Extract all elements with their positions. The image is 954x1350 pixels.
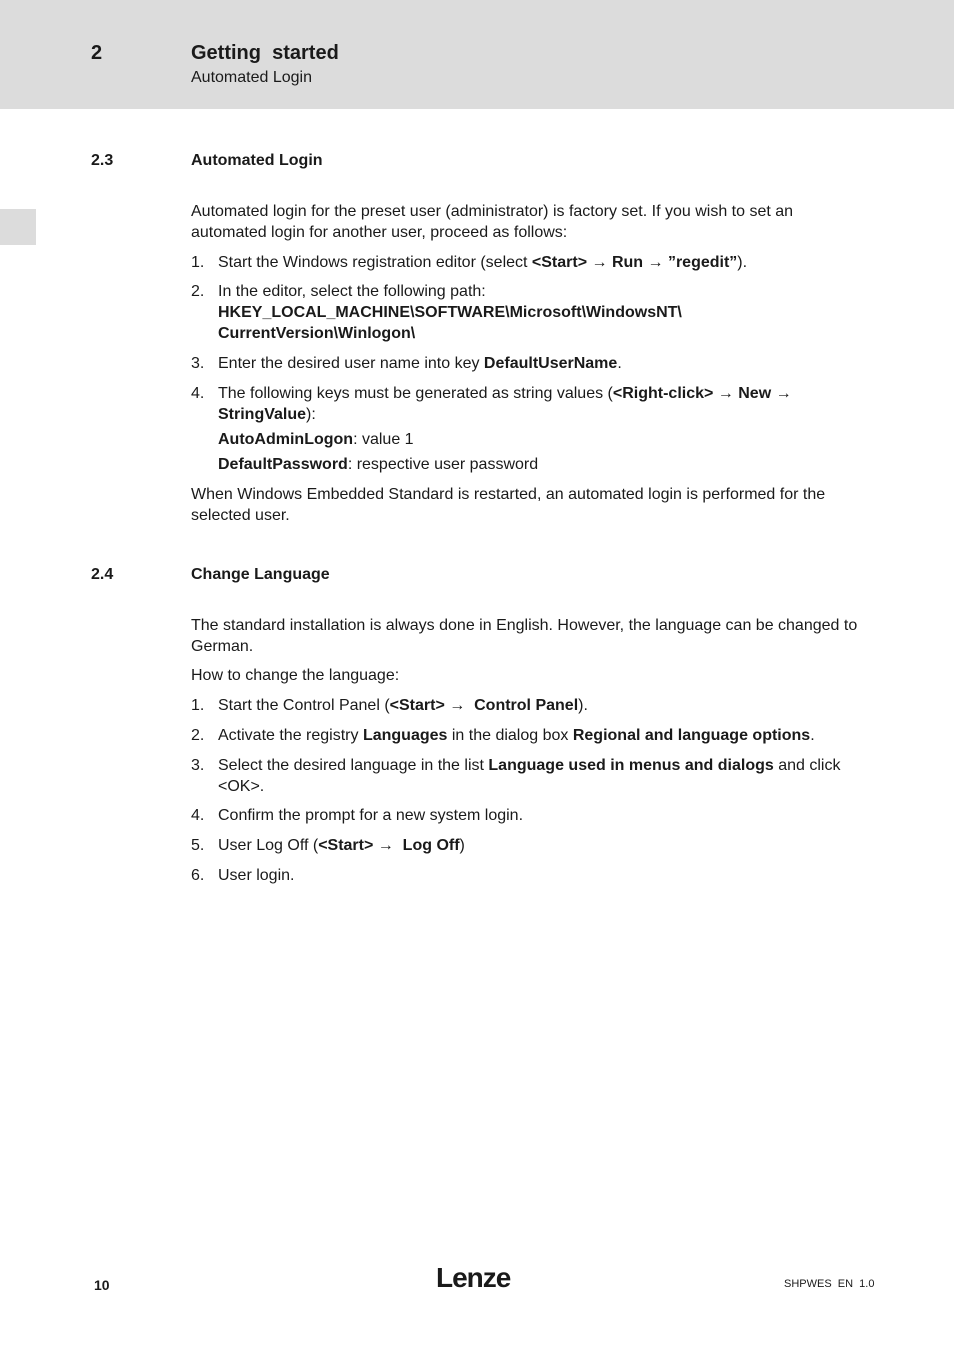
paragraph: When Windows Embedded Standard is restarted, an automated login is performed for the selected user. [191, 486, 826, 524]
step-text: and click <OK>. [218, 757, 841, 795]
list-item [191, 725, 866, 746]
section-number: 2.4 [91, 566, 114, 583]
chapter-title: Getting started [191, 42, 339, 64]
list-number: 6. [191, 867, 205, 884]
list-number: 2. [191, 727, 205, 744]
step-key: New [738, 385, 772, 402]
step-key: ”regedit” [667, 254, 738, 271]
chapter-side-tab [0, 209, 36, 245]
step-text: Confirm the prompt for a new system login. [218, 807, 524, 824]
step-key: Languages [362, 727, 448, 744]
list-item [191, 865, 866, 886]
key-value: : value 1 [353, 431, 414, 448]
step-key: Language used in menus and dialogs [488, 757, 774, 774]
step-text: Start the Windows registration editor (select [218, 254, 532, 271]
step-text: User Log Off ( [218, 837, 319, 854]
step-text: The following keys must be generated as string values ( [218, 385, 613, 402]
registry-path: HKEY_LOCAL_MACHINE\SOFTWARE\Microsoft\WindowsNT\ [218, 304, 682, 321]
chapter-subtitle: Automated Login [191, 69, 312, 86]
step-text: . [810, 727, 815, 744]
list-item [191, 755, 866, 797]
step-key: <Start> [318, 837, 374, 854]
step-text: User login. [218, 867, 295, 884]
step-key: <Start> [531, 254, 588, 271]
list-number: 1. [191, 254, 205, 271]
page-number: 10 [94, 1277, 110, 1293]
step-key: Control Panel [474, 697, 579, 714]
step-key: <Right-click> [612, 385, 714, 402]
step-text: ). [578, 697, 588, 714]
section-number: 2.3 [91, 152, 114, 169]
list-number: 2. [191, 283, 205, 300]
list-number: 4. [191, 385, 205, 402]
arrow-icon: → [771, 385, 792, 402]
arrow-icon: → [713, 385, 739, 402]
step-text: Start the Control Panel ( [218, 697, 390, 714]
step-text: Enter the desired user name into key [218, 355, 484, 372]
paragraph: How to change the language: [191, 667, 400, 684]
key-name: DefaultPassword [218, 456, 348, 473]
list-item [191, 695, 866, 716]
step-text: In the editor, select the following path: [218, 283, 486, 300]
step-key: DefaultUserName [483, 355, 618, 372]
paragraph: The standard installation is always done in English. However, the language can be changed to German. [191, 617, 858, 655]
registry-key-line [218, 429, 414, 450]
list-item [191, 353, 866, 374]
section-title: Change Language [191, 566, 330, 583]
step-key: StringValue [218, 406, 307, 423]
list-item [191, 281, 866, 344]
step-text: . [617, 355, 622, 372]
step-key: Run [611, 254, 644, 271]
arrow-icon: → [373, 837, 403, 854]
arrow-icon: → [643, 254, 668, 271]
arrow-icon: → [444, 697, 475, 714]
list-number: 1. [191, 697, 205, 714]
chapter-number: 2 [91, 42, 103, 64]
step-text: Select the desired language in the list [218, 757, 489, 774]
list-number: 5. [191, 837, 205, 854]
list-item [191, 835, 866, 856]
section-title: Automated Login [191, 152, 323, 169]
list-number: 3. [191, 355, 205, 372]
step-text: ) [459, 837, 465, 854]
document-id: SHPWES EN 1.0 [784, 1278, 875, 1290]
key-name: AutoAdminLogon [218, 431, 354, 448]
registry-path: CurrentVersion\Winlogon\ [218, 325, 416, 342]
step-text: in the dialog box [447, 727, 573, 744]
page-header [0, 0, 954, 109]
list-item [191, 252, 866, 273]
paragraph: Automated login for the preset user (administrator) is factory set. If you wish to set an automated login for another user, proceed as follows: [191, 203, 794, 241]
list-number: 4. [191, 807, 205, 824]
list-item [191, 805, 866, 826]
step-text: ): [306, 406, 316, 423]
step-text: Activate the registry [218, 727, 363, 744]
lenze-logo: Lenze [436, 1262, 511, 1293]
key-value: : respective user password [347, 456, 539, 473]
step-key: Regional and language options [572, 727, 811, 744]
arrow-icon: → [587, 254, 612, 271]
step-key: <Start> [389, 697, 445, 714]
registry-key-line [218, 454, 538, 475]
step-key: Log Off [402, 837, 460, 854]
step-text: ). [737, 254, 748, 271]
list-number: 3. [191, 757, 205, 774]
list-item [191, 383, 866, 425]
